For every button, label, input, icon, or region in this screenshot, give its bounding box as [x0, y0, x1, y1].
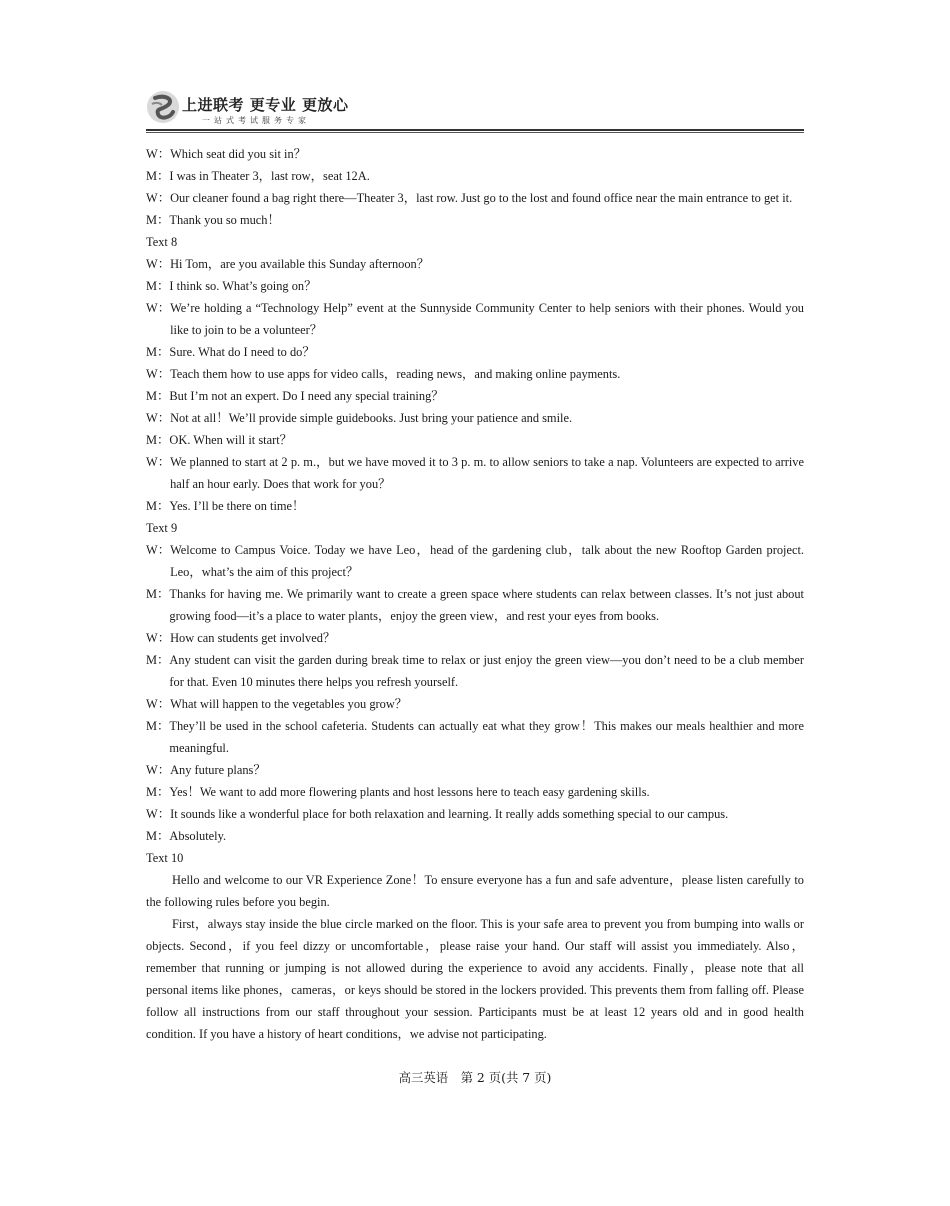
dialogue-line [146, 429, 804, 451]
dialogue-text: OK. When will it start？ [169, 433, 293, 447]
speaker-label: W： [146, 543, 171, 557]
dialogue-text: It sounds like a wonderful place for both relaxation and learning. It really adds something special to our campus. [170, 807, 729, 821]
speaker-label: M： [146, 279, 170, 293]
dialogue-line [146, 165, 804, 187]
dialogue-text: But I’m not an expert. Do I need any special training？ [169, 389, 444, 403]
page-header [146, 88, 804, 134]
speaker-label: M： [146, 785, 170, 799]
dialogue-text: Any student can visit the garden during break time to relax or just enjoy the green view—you don’t need to be a club member for that. Even 10 minutes there helps you refresh yourself. [169, 653, 804, 689]
dialogue-text: Our cleaner found a bag right there—Theater 3，last row. Just go to the lost and found office near the main entrance to get it. [170, 191, 793, 205]
dialogue-line [146, 693, 804, 715]
monologue-paragraph: Hello and welcome to our VR Experience Zone！To ensure everyone has a fun and safe adventure，please listen carefully to the following rules before you begin. [146, 873, 804, 909]
dialogue-line [146, 363, 804, 385]
speaker-label: W： [146, 301, 171, 315]
dialogue-line [146, 715, 804, 759]
header-rule-thin [146, 132, 804, 133]
section-heading: Text 9 [146, 521, 178, 535]
dialogue-text: How can students get involved？ [170, 631, 336, 645]
logo-icon [146, 90, 180, 124]
dialogue-line [146, 275, 804, 297]
speaker-label: M： [146, 213, 170, 227]
dialogue-text: Welcome to Campus Voice. Today we have Leo，head of the gardening club，talk about the new Rooftop Garden project. Leo，what’s the aim of this project？ [170, 543, 804, 579]
dialogue-line [146, 627, 804, 649]
dialogue-line [146, 539, 804, 583]
speaker-label: M： [146, 499, 170, 513]
dialogue-line [146, 451, 804, 495]
header-rule [146, 129, 804, 131]
speaker-label: W： [146, 191, 171, 205]
dialogue-text: What will happen to the vegetables you grow？ [170, 697, 408, 711]
section-heading: Text 8 [146, 235, 178, 249]
speaker-label: W： [146, 807, 171, 821]
speaker-label: M： [146, 829, 170, 843]
dialogue-text: I was in Theater 3，last row，seat 12A. [169, 169, 370, 183]
dialogue-text: We’re holding a “Technology Help” event at the Sunnyside Community Center to help seniors with their phones. Would you like to join to be a volunteer？ [170, 301, 804, 337]
speaker-label: M： [146, 587, 170, 601]
dialogue-text: Thank you so much！ [169, 213, 280, 227]
dialogue-line [146, 385, 804, 407]
speaker-label: W： [146, 257, 171, 271]
dialogue-line [146, 803, 804, 825]
dialogue-text: Any future plans？ [170, 763, 266, 777]
speaker-label: W： [146, 697, 171, 711]
dialogue-line [146, 341, 804, 363]
dialogue-text: I think so. What’s going on？ [169, 279, 317, 293]
speaker-label: M： [146, 389, 170, 403]
speaker-label: W： [146, 763, 171, 777]
dialogue-text: Thanks for having me. We primarily want to create a green space where students can relax between classes. It’s not just about growing food—it’s a place to water plants，enjoy the green view，and rest your eyes from books. [169, 587, 804, 623]
dialogue-text: We planned to start at 2 p. m.，but we have moved it to 3 p. m. to allow seniors to take a nap. Volunteers are expected to arrive half an hour early. Does that work for you？ [170, 455, 804, 491]
dialogue-line [146, 187, 804, 209]
dialogue-text: Yes. I’ll be there on time！ [169, 499, 305, 513]
dialogue-text: Not at all！We’ll provide simple guidebooks. Just bring your patience and smile. [170, 411, 573, 425]
dialogue-line [146, 253, 804, 275]
speaker-label: M： [146, 169, 170, 183]
speaker-label: M： [146, 433, 170, 447]
section-heading: Text 10 [146, 851, 184, 865]
monologue-paragraph: First，always stay inside the blue circle marked on the floor. This is your safe area to prevent you from bumping into walls or objects. Second，if you feel dizzy or uncomfortable，please raise your hand. Our staff will assist you immediately. Also，remember that running or jumping is not allowed during the experience to avoid any accidents. Finally，please note that all personal items like phones，cameras，or keys should be stored in the lockers provided. This prevents them from falling off. Please follow all instructions from our staff throughout your session. Participants must be at least 12 years old and in good health condition. If you have a history of heart conditions，we advise not participating. [146, 917, 804, 1041]
dialogue-line [146, 825, 804, 847]
dialogue-line [146, 209, 804, 231]
dialogue-text: Hi Tom，are you available this Sunday afternoon？ [170, 257, 430, 271]
speaker-label: M： [146, 719, 170, 733]
brand-title: 上进联考 更专业 更放心 [182, 96, 349, 114]
dialogue-line [146, 649, 804, 693]
speaker-label: W： [146, 147, 171, 161]
dialogue-line [146, 759, 804, 781]
dialogue-text: Teach them how to use apps for video calls，reading news，and making online payments. [170, 367, 621, 381]
speaker-label: W： [146, 411, 171, 425]
speaker-label: W： [146, 455, 171, 469]
speaker-label: W： [146, 631, 171, 645]
dialogue-line [146, 407, 804, 429]
dialogue-line [146, 781, 804, 803]
dialogue-text: They’ll be used in the school cafeteria. Students can actually eat what they grow！This makes our meals healthier and more meaningful. [169, 719, 804, 755]
dialogue-text: Which seat did you sit in？ [170, 147, 307, 161]
dialogue-text: Sure. What do I need to do？ [169, 345, 315, 359]
speaker-label: M： [146, 653, 170, 667]
page-footer: 高三英语 第 2 页(共 7 页) [398, 1070, 552, 1085]
dialogue-line [146, 583, 804, 627]
speaker-label: M： [146, 345, 170, 359]
dialogue-line [146, 143, 804, 165]
dialogue-line [146, 495, 804, 517]
speaker-label: W： [146, 367, 171, 381]
brand-subtitle: 一站式考试服务专家 [202, 116, 310, 125]
dialogue-line [146, 297, 804, 341]
dialogue-text: Absolutely. [169, 829, 227, 843]
transcript-body [146, 143, 804, 1045]
dialogue-text: Yes！We want to add more flowering plants and host lessons here to teach easy gardening skills. [169, 785, 650, 799]
